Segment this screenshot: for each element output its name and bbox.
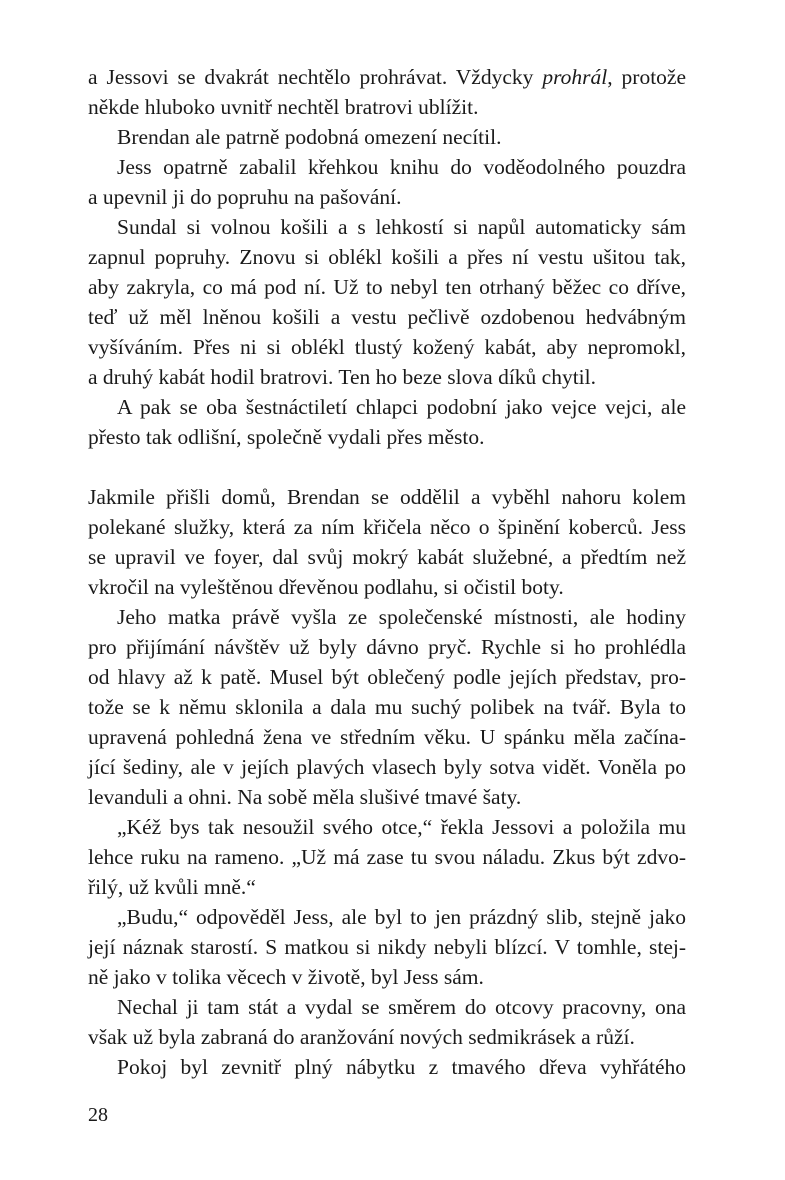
text-line: levanduli a ohni. Na sobě měla slušivé tmavé šaty. bbox=[88, 785, 522, 809]
text-line: řilý, už kvůli mně.“ bbox=[88, 875, 256, 899]
text-line: upravená pohledná žena ve středním věku. U spánku měla začína- bbox=[88, 725, 686, 749]
text-line: „Kéž bys tak nesoužil svého otce,“ řekla Jessovi a položila mu bbox=[117, 815, 686, 839]
text-line: „Budu,“ odpověděl Jess, ale byl to jen prázdný slib, stejně jako bbox=[117, 905, 686, 929]
text-line: tože se k němu sklonila a dala mu suchý polibek na tvář. Byla to bbox=[88, 695, 686, 719]
text-line: Sundal si volnou košili a s lehkostí si napůl automaticky sám bbox=[117, 215, 686, 239]
text-line: ně jako v tolika věcech v životě, byl Jess sám. bbox=[88, 965, 484, 989]
page-number: 28 bbox=[88, 1104, 108, 1126]
text-line: přesto tak odlišní, společně vydali přes město. bbox=[88, 425, 485, 449]
section-break bbox=[88, 452, 686, 482]
text-line: od hlavy až k patě. Musel být oblečený podle jejích představ, pro- bbox=[88, 665, 686, 689]
text-line: vyšíváním. Přes ni si oblékl tlustý kožený kabát, aby nepromokl, bbox=[88, 335, 686, 359]
text-line: Jakmile přišli domů, Brendan se oddělil a vyběhl nahoru kolem bbox=[88, 485, 686, 509]
text-line: někde hluboko uvnitř nechtěl bratrovi ublížit. bbox=[88, 95, 479, 119]
text-line: však už byla zabraná do aranžování nových sedmikrásek a růží. bbox=[88, 1025, 635, 1049]
book-page bbox=[88, 62, 686, 1082]
text-line: lehce ruku na rameno. „Už má zase tu svou náladu. Zkus být zdvo- bbox=[88, 845, 686, 869]
text-line: Jeho matka právě vyšla ze společenské místnosti, ale hodiny bbox=[117, 605, 686, 629]
text-line: Brendan ale patrně podobná omezení necítil. bbox=[117, 125, 502, 149]
text-line: a druhý kabát hodil bratrovi. Ten ho beze slova díků chytil. bbox=[88, 365, 597, 389]
text-line: aby zakryla, co má pod ní. Už to nebyl ten otrhaný běžec co dříve, bbox=[88, 275, 686, 299]
text-line: Jess opatrně zabalil křehkou knihu do voděodolného pouzdra bbox=[117, 155, 686, 179]
text-line: Nechal ji tam stát a vydal se směrem do otcovy pracovny, ona bbox=[117, 995, 686, 1019]
text-line: jící šediny, ale v jejích plavých vlasech byly sotva vidět. Voněla po bbox=[88, 755, 686, 779]
text-line: zapnul popruhy. Znovu si oblékl košili a přes ní vestu ušitou tak, bbox=[88, 245, 686, 269]
text-line: teď už měl lněnou košili a vestu pečlivě ozdobenou hedvábným bbox=[88, 305, 686, 329]
text-line: A pak se oba šestnáctiletí chlapci podobní jako vejce vejci, ale bbox=[117, 395, 686, 419]
text-line: vkročil na vyleštěnou dřevěnou podlahu, si očistil boty. bbox=[88, 575, 564, 599]
text-line: její náznak starostí. S matkou si nikdy nebyli blízcí. V tomhle, stej- bbox=[88, 935, 686, 959]
text-line: a upevnil ji do popruhu na pašování. bbox=[88, 185, 402, 209]
text-line: pro přijímání návštěv už byly dávno pryč. Rychle si ho prohlédla bbox=[88, 635, 686, 659]
emphasis: prohrál bbox=[542, 65, 608, 89]
text-line: Pokoj byl zevnitř plný nábytku z tmavého dřeva vyhřátého bbox=[117, 1055, 686, 1079]
text-line: a Jessovi se dvakrát nechtělo prohrávat. Vždycky prohrál, protože bbox=[88, 65, 687, 89]
text-line: polekané služky, která za ním křičela něco o špinění koberců. Jess bbox=[88, 515, 686, 539]
text-line: se upravil ve foyer, dal svůj mokrý kabát služebné, a předtím než bbox=[88, 545, 686, 569]
